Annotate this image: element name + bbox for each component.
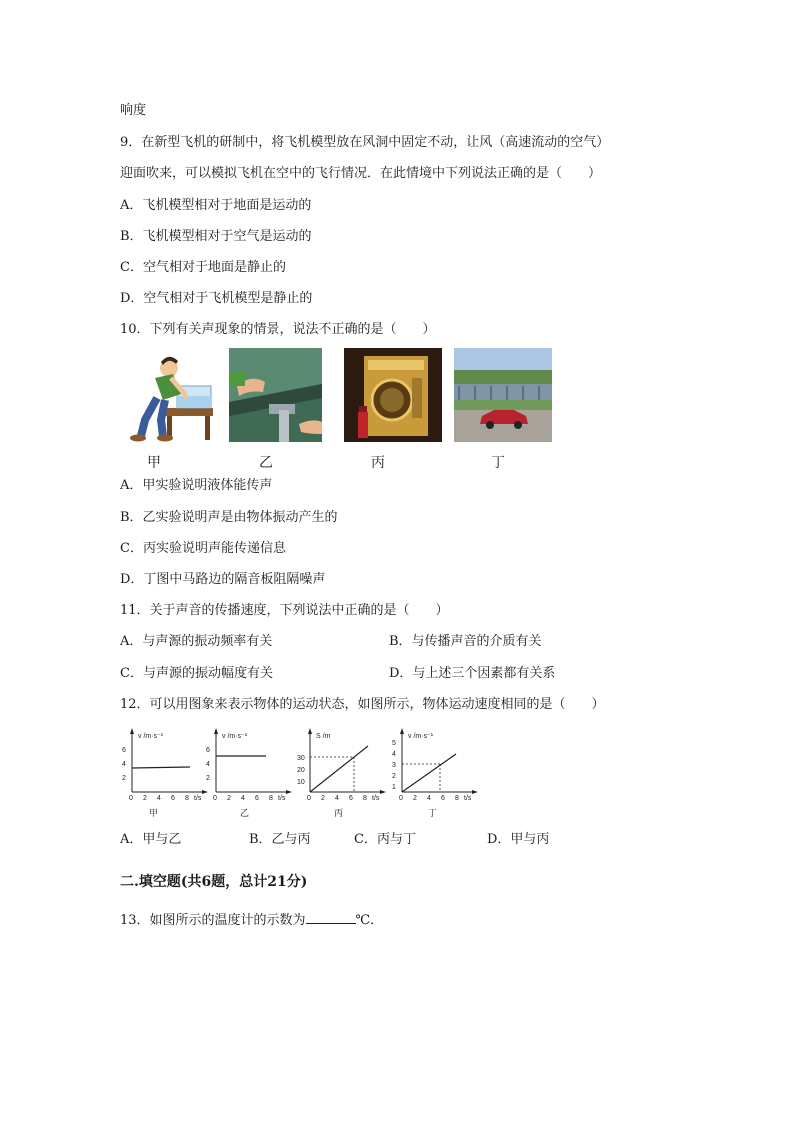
graph-ding [388, 726, 480, 802]
graph-bing-line [310, 746, 368, 792]
q11-option-a: A．与声源的振动频率有关 [120, 634, 273, 649]
q12-option-c: C．丙与丁 [354, 832, 416, 847]
graph-jia-ytick-6: 6 [122, 747, 126, 754]
picture-bing-ultrasonic-cleaner [344, 348, 442, 442]
graph-yi-ytick-2: 2 [206, 775, 210, 782]
graph-ding-caption: 丁 [428, 809, 438, 819]
top-text: 响度 [120, 103, 147, 118]
q13-answer-blank[interactable] [306, 911, 356, 924]
graph-bing [296, 726, 388, 802]
q10-option-b: B．乙实验说明声是由物体振动产生的 [120, 510, 338, 525]
graph-jia [118, 726, 210, 802]
graph-jia-xtick-0: 0 [129, 795, 133, 802]
q11-stem: 11．关于声音的传播速度，下列说法中正确的是（ ） [120, 603, 449, 618]
q9-stem-line1: 9．在新型飞机的研制中，将飞机模型放在风洞中固定不动，让风（高速流动的空气） [120, 135, 610, 150]
graph-jia-ylabel: v /m·s⁻¹ [138, 733, 164, 740]
graph-bing-ytick-10: 10 [297, 779, 305, 786]
graph-bing-ylabel: S /m [316, 733, 331, 740]
graph-ding-ytick-2: 2 [392, 773, 396, 780]
graph-ding-xlabel: t/s [464, 795, 472, 802]
graph-jia-ytick-2: 2 [122, 775, 126, 782]
q11-option-b: B．与传播声音的介质有关 [389, 634, 542, 649]
graph-jia-xlabel: t/s [194, 795, 202, 802]
graph-ding-ylabel: v /m·s⁻¹ [408, 733, 434, 740]
graph-bing-xtick-4: 4 [335, 795, 339, 802]
q10-option-d: D．丁图中马路边的隔音板阻隔噪声 [120, 572, 326, 587]
graph-ding-xtick-4: 4 [427, 795, 431, 802]
graph-jia-xtick-4: 4 [157, 795, 161, 802]
graph-jia-ytick-4: 4 [122, 761, 126, 768]
caption-bing: 丙 [371, 455, 385, 471]
graph-bing-xtick-2: 2 [321, 795, 325, 802]
q11-option-c: C．与声源的振动幅度有关 [120, 666, 273, 681]
q13-stem [120, 911, 383, 930]
section-heading-fill-in: 二.填空题(共6题，总计21分) [120, 874, 308, 890]
caption-jia: 甲 [147, 455, 161, 471]
graph-jia-line [132, 767, 190, 768]
graph-yi-xtick-0: 0 [213, 795, 217, 802]
graph-bing-xtick-6: 6 [349, 795, 353, 802]
q9-option-d: D．空气相对于飞机模型是静止的 [120, 291, 313, 306]
graph-yi-xtick-4: 4 [241, 795, 245, 802]
q13-suffix: ℃． [355, 913, 384, 928]
q12-option-a: A．甲与乙 [120, 832, 182, 847]
graph-ding-ytick-4: 4 [392, 751, 396, 758]
q9-option-b: B．飞机模型相对于空气是运动的 [120, 229, 312, 244]
graph-yi-xtick-6: 6 [255, 795, 259, 802]
graph-yi-xtick-2: 2 [227, 795, 231, 802]
q12-option-b: B．乙与丙 [249, 832, 311, 847]
q9-stem-line2: 迎面吹来，可以模拟飞机在空中的飞行情况．在此情境中下列说法正确的是（ ） [120, 166, 602, 181]
q9-option-a: A．飞机模型相对于地面是运动的 [120, 198, 312, 213]
graph-ding-xtick-2: 2 [413, 795, 417, 802]
picture-ding-sound-barrier-road [454, 348, 552, 442]
graph-bing-xtick-0: 0 [307, 795, 311, 802]
q10-stem: 10．下列有关声现象的情景，说法不正确的是（ ） [120, 322, 436, 337]
graph-yi-ytick-4: 4 [206, 761, 210, 768]
graph-jia-xtick-6: 6 [171, 795, 175, 802]
q11-option-d: D．与上述三个因素都有关系 [389, 666, 556, 681]
caption-yi: 乙 [259, 455, 273, 471]
graph-yi-xlabel: t/s [278, 795, 286, 802]
graph-jia-xtick-8: 8 [185, 795, 189, 802]
q10-option-c: C．丙实验说明声能传递信息 [120, 541, 286, 556]
q12-option-d: D．甲与丙 [487, 832, 550, 847]
q9-option-c: C．空气相对于地面是静止的 [120, 260, 286, 275]
graph-ding-xtick-8: 8 [455, 795, 459, 802]
graph-yi-ytick-6: 6 [206, 747, 210, 754]
q12-stem: 12．可以用图象来表示物体的运动状态，如图所示，物体运动速度相同的是（ ） [120, 697, 605, 712]
graph-ding-xtick-0: 0 [399, 795, 403, 802]
graph-bing-ytick-30: 30 [297, 755, 305, 762]
graph-ding-ytick-3: 3 [392, 762, 396, 769]
q13-prefix: 13．如图所示的温度计的示数为 [120, 913, 306, 928]
q10-option-a: A．甲实验说明液体能传声 [120, 478, 273, 493]
graph-bing-xtick-8: 8 [363, 795, 367, 802]
graph-bing-caption: 丙 [334, 809, 344, 819]
graph-yi [202, 726, 294, 802]
graph-bing-xlabel: t/s [372, 795, 380, 802]
graph-ding-ytick-5: 5 [392, 740, 396, 747]
graph-ding-line [402, 754, 456, 792]
picture-yi-desk-knock [229, 348, 322, 442]
graph-yi-xtick-8: 8 [269, 795, 273, 802]
graph-bing-ytick-20: 20 [297, 767, 305, 774]
picture-jia-person-listening [121, 348, 217, 442]
graph-jia-xtick-2: 2 [143, 795, 147, 802]
caption-ding: 丁 [491, 455, 505, 471]
graph-ding-xtick-6: 6 [441, 795, 445, 802]
graph-yi-caption: 乙 [240, 809, 250, 819]
graph-jia-caption: 甲 [149, 809, 159, 819]
graph-yi-ylabel: v /m·s⁻¹ [222, 733, 248, 740]
graph-ding-ytick-1: 1 [392, 784, 396, 791]
